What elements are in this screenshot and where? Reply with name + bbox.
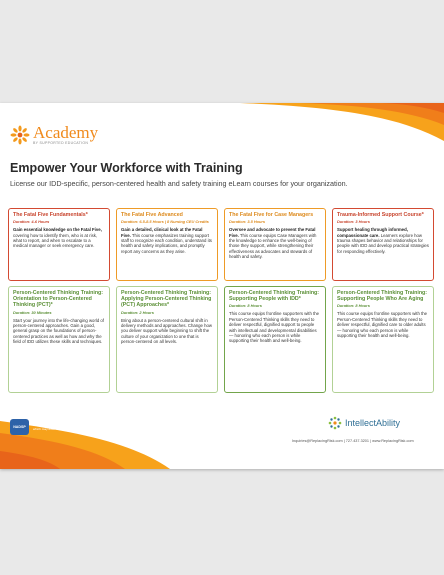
nadsp-badge: NADSP bbox=[10, 419, 29, 435]
starburst-icon bbox=[328, 416, 342, 430]
intro-text: License our IDD-specific, person-centered health and safety training eLearn courses for your organization. bbox=[10, 179, 348, 188]
course-lead: Gain a detailed, clinical look at the Fatal Five. bbox=[121, 227, 203, 238]
course-description bbox=[229, 227, 321, 259]
course-title: The Fatal Five Advanced bbox=[121, 212, 183, 218]
course-title: The Fatal Five for Case Managers bbox=[229, 212, 314, 218]
course-description: Start your journey into the life-changing world of person-centered approaches. Gain a good, general grasp on the foundations of person-centered practices as well as how and why the field of IDD utilizes these skills and techniques. bbox=[13, 317, 105, 345]
course-card-pct-supporting-idd bbox=[224, 286, 326, 393]
partner-name: IntellectAbility bbox=[345, 418, 401, 428]
course-title: Person-Centered Thinking Training: Orientation to Person-Centered Thinking (PCT)* bbox=[13, 290, 104, 309]
academy-logo bbox=[10, 125, 98, 145]
course-description: This course equips frontline supporters with the Person-Centered Thinking skills they need to deliver respectful, dignified support to people with intellectual and developmental disabilities — honoring who each person is while supporting their health and well-being. bbox=[229, 311, 320, 344]
course-title: Trauma-Informed Support Course* bbox=[337, 212, 424, 218]
course-card-fatal-five-advanced bbox=[116, 208, 218, 281]
course-duration: Duration: 2 Hours bbox=[121, 309, 154, 315]
flyer-page bbox=[0, 103, 444, 469]
logo-subtitle: BY SUPPORTED EDUCATION bbox=[33, 141, 89, 145]
course-description bbox=[121, 227, 213, 254]
course-card-pct-aging bbox=[332, 286, 434, 393]
course-title: Person-Centered Thinking Training: Supporting People with IDD* bbox=[229, 290, 320, 303]
logo-name: Academy bbox=[33, 123, 99, 142]
course-body: This course equips Case Managers with the knowledge to enhance the well-being of those they support, while strengthening their effectiveness as advocates and stewards of health and safety. bbox=[229, 232, 317, 260]
course-duration: Duration: 8 Hours bbox=[229, 303, 262, 309]
course-description: This course equips frontline supporters with the Person-Centered Thinking skills they need to deliver respectful, dignified care to older adults — honoring who each person is while supporting their health and well-being. bbox=[337, 311, 428, 339]
intellectability-logo bbox=[328, 416, 400, 430]
page-title: Empower Your Workforce with Training bbox=[10, 161, 243, 175]
course-title: Person-Centered Thinking Training: Supporting People Who Are Aging bbox=[337, 290, 428, 303]
course-duration: Duration: 3 Hours bbox=[337, 219, 370, 225]
course-description bbox=[13, 227, 105, 249]
course-body: This course emphasizes training support staff to recognize each condition, understand its health and safety implications, and promptly report any concerns as they arise. bbox=[121, 232, 212, 254]
course-card-pct-applying bbox=[116, 286, 218, 393]
course-grid bbox=[8, 208, 436, 393]
course-description bbox=[337, 227, 429, 254]
contact-info: Inquiries@ReplacingRisk.com | 727.437.3201 | www.ReplacingRisk.com bbox=[292, 439, 414, 443]
course-duration: Duration: 8 Hours bbox=[337, 303, 370, 309]
course-duration: Duration: 30 Minutes bbox=[13, 309, 52, 315]
course-lead: Oversee and advocate to prevent the Fatal Five. bbox=[229, 227, 316, 238]
accreditation-note: * This course is accredited by the National Alliance for Direct Support Professionals. Credit is awarded based on the runtime of the course, which may differ slightly from the course duration times above. bbox=[33, 419, 128, 432]
course-card-fatal-five-case-managers bbox=[224, 208, 326, 281]
course-card-fatal-five-fundamentals bbox=[8, 208, 110, 281]
course-body: covering how to identify them, who is at risk, what to report, and when to escalate to a medical manager or seek emergency care. bbox=[13, 232, 98, 249]
sunburst-icon bbox=[10, 125, 30, 145]
course-card-trauma-informed bbox=[332, 208, 434, 281]
course-description: Bring about a person-centered cultural shift in delivery methods and approaches. Change how you deliver support while beginning to shift the culture of your organization to one that is person-centered on all levels. bbox=[121, 317, 213, 345]
course-lead: Support healing through informed, compassionate care. bbox=[337, 227, 408, 238]
course-lead: Gain essential knowledge on the Fatal Five, bbox=[13, 227, 102, 233]
course-body: Learners explore how trauma shapes behavior and relationships for people with IDD and develop practical strategies for responding effectively. bbox=[337, 232, 429, 254]
course-duration: Duration: 6.5-8.5 Hours | 8 Nursing CEU Credits bbox=[121, 219, 209, 225]
nadsp-accreditation bbox=[10, 419, 129, 435]
course-title: Person-Centered Thinking Training: Applying Person-Centered Thinking (PCT) Approaches* bbox=[121, 290, 212, 309]
course-duration: Duration: 3.5 Hours bbox=[229, 219, 266, 225]
course-card-pct-orientation bbox=[8, 286, 110, 393]
course-duration: Duration: 4-6 Hours bbox=[13, 219, 50, 225]
course-title: The Fatal Five Fundamentals* bbox=[13, 212, 88, 218]
